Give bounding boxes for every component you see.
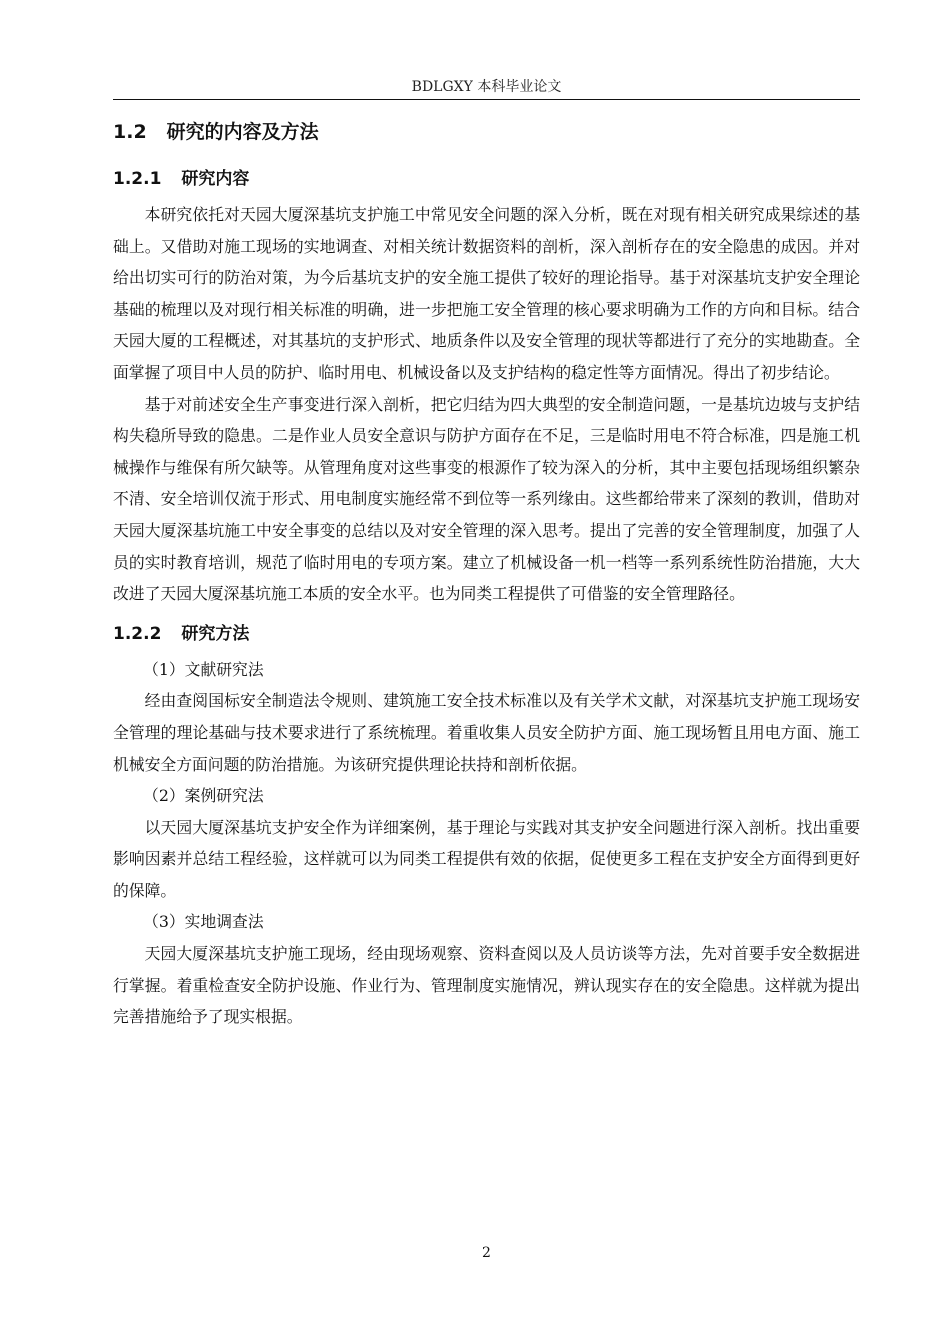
method-paragraph: 以天园大厦深基坑支护安全作为详细案例，基于理论与实践对其支护安全问题进行深入剖析。找出重要影响因素并总结工程经验，这样就可以为同类工程提供有效的依据，促使更多工程在支护安全方面得到更好的保障。 — [113, 817, 860, 900]
running-header: BDLGXY 本科毕业论文 — [411, 79, 562, 95]
subsection-heading-method — [113, 620, 860, 648]
body-paragraph: 基于对前述安全生产事变进行深入剖析，把它归结为四大典型的安全制造问题，一是基坑边坡与支护结构失稳所导致的隐患。二是作业人员安全意识与防护方面存在不足，三是临时用电不符合标准，四是施工机械操作与维保有所欠缺等。从管理角度对这些事变的根源作了较为深入的分析，其中主要包括现场组织繁杂不清、安全培训仅流于形式、用电制度实施经常不到位等一系列缘由。这些都给带来了深刻的教训，借助对天园大厦深基坑施工中安全事变的总结以及对安全管理的深入思考。提出了完善的安全管理制度，加强了人员的实时教育培训，规范了临时用电的专项方案。建立了机械设备一机一档等一系列系统性防治措施，大大改进了天园大厦深基坑施工本质的安全水平。也为同类工程提供了可借鉴的安全管理路径。 — [113, 394, 860, 604]
subsection-title: 研究内容 — [181, 169, 250, 189]
section-title: 研究的内容及方法 — [166, 121, 319, 143]
section-number: 1.2 — [113, 121, 147, 143]
subsection-number: 1.2.1 — [113, 169, 162, 189]
header-divider — [113, 99, 860, 100]
subsection-number: 1.2.2 — [113, 623, 162, 644]
subsection-title: 研究方法 — [181, 623, 250, 644]
page-body — [113, 113, 860, 1033]
subsection-heading-content — [113, 165, 860, 193]
method-label: （1）文献研究法 — [143, 659, 264, 679]
method-label: （3）实地调查法 — [143, 912, 264, 932]
method-paragraph: 经由查阅国标安全制造法令规则、建筑施工安全技术标准以及有关学术文献，对深基坑支护施工现场安全管理的理论基础与技术要求进行了系统梳理。着重收集人员安全防护方面、施工现场暂且用电方面、施工机械安全方面问题的防治措施。为该研究提供理论扶持和剖析依据。 — [113, 691, 860, 774]
section-heading — [113, 117, 860, 147]
method-paragraph: 天园大厦深基坑支护施工现场，经由现场观察、资料查阅以及人员访谈等方法，先对首要手安全数据进行掌握。着重检查安全防护设施、作业行为、管理制度实施情况，辨认现实存在的安全隐患。这样就为提出完善措施给予了现实根据。 — [113, 944, 860, 1027]
body-paragraph: 本研究依托对天园大厦深基坑支护施工中常见安全问题的深入分析，既在对现有相关研究成果综述的基础上。又借助对施工现场的实地调查、对相关统计数据资料的剖析，深入剖析存在的安全隐患的成因。并对给出切实可行的防治对策，为今后基坑支护的安全施工提供了较好的理论指导。基于对深基坑支护安全理论基础的梳理以及对现行相关标准的明确，进一步把施工安全管理的核心要求明确为工作的方向和目标。结合天园大厦的工程概述，对其基坑的支护形式、地质条件以及安全管理的现状等都进行了充分的实地勘查。全面掌握了项目中人员的防护、临时用电、机械设备以及支护结构的稳定性等方面情况。得出了初步结论。 — [113, 205, 860, 382]
page-number: 2 — [482, 1245, 491, 1261]
method-label: （2）案例研究法 — [143, 786, 264, 806]
